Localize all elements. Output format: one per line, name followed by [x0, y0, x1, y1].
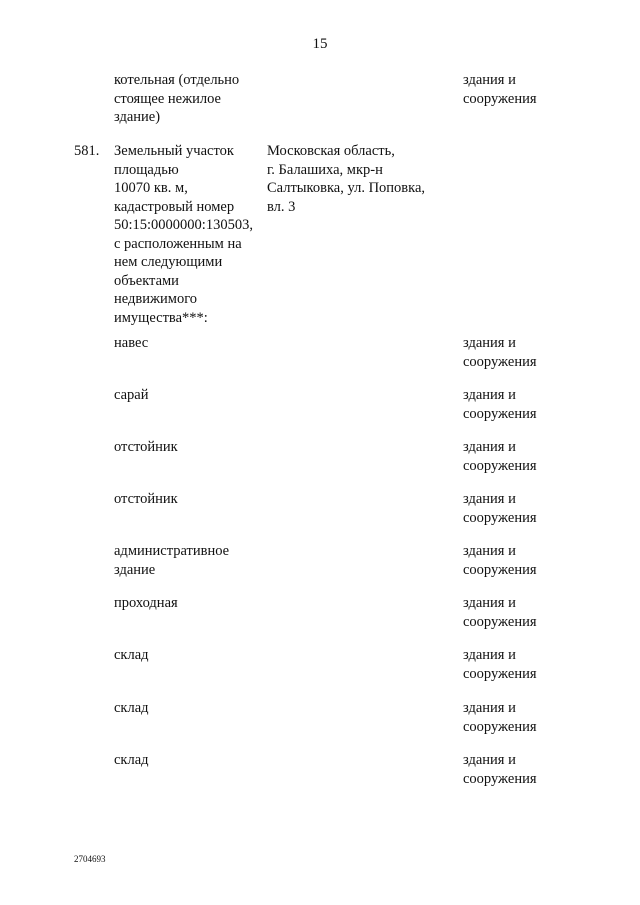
object-category: здания и сооружения — [463, 335, 537, 370]
object-category: здания и сооружения — [463, 752, 537, 787]
object-name: навес — [114, 335, 149, 351]
object-name: склад — [114, 647, 149, 663]
object-name: административное здание — [114, 543, 230, 578]
object-name: отстойник — [114, 439, 178, 455]
object-category: здания и сооружения — [463, 72, 537, 107]
object-category: здания и сооружения — [463, 700, 537, 735]
item-number: 581. — [74, 143, 100, 159]
land-plot-description: Земельный участок площадью 10070 кв. м, кадастровый номер 50:15:0000000:130503, с расположенным на нем следующими объектами недвижимого имущества***: — [114, 143, 253, 326]
object-category: здания и сооружения — [463, 491, 537, 526]
object-name: склад — [114, 700, 149, 716]
object-name: отстойник — [114, 491, 178, 507]
object-category: здания и сооружения — [463, 439, 537, 474]
land-plot-address: Московская область, г. Балашиха, мкр-н Салтыковка, ул. Поповка, вл. 3 — [267, 143, 426, 215]
object-name: котельная (отдельно стоящее нежилое здание) — [114, 72, 240, 125]
object-category: здания и сооружения — [463, 387, 537, 422]
page-number: 15 — [312, 36, 328, 52]
object-name: склад — [114, 752, 149, 768]
object-category: здания и сооружения — [463, 543, 537, 578]
object-name: сарай — [114, 387, 149, 403]
object-category: здания и сооружения — [463, 647, 537, 682]
document-code: 2704693 — [74, 854, 106, 864]
object-category: здания и сооружения — [463, 595, 537, 630]
object-name: проходная — [114, 595, 178, 611]
